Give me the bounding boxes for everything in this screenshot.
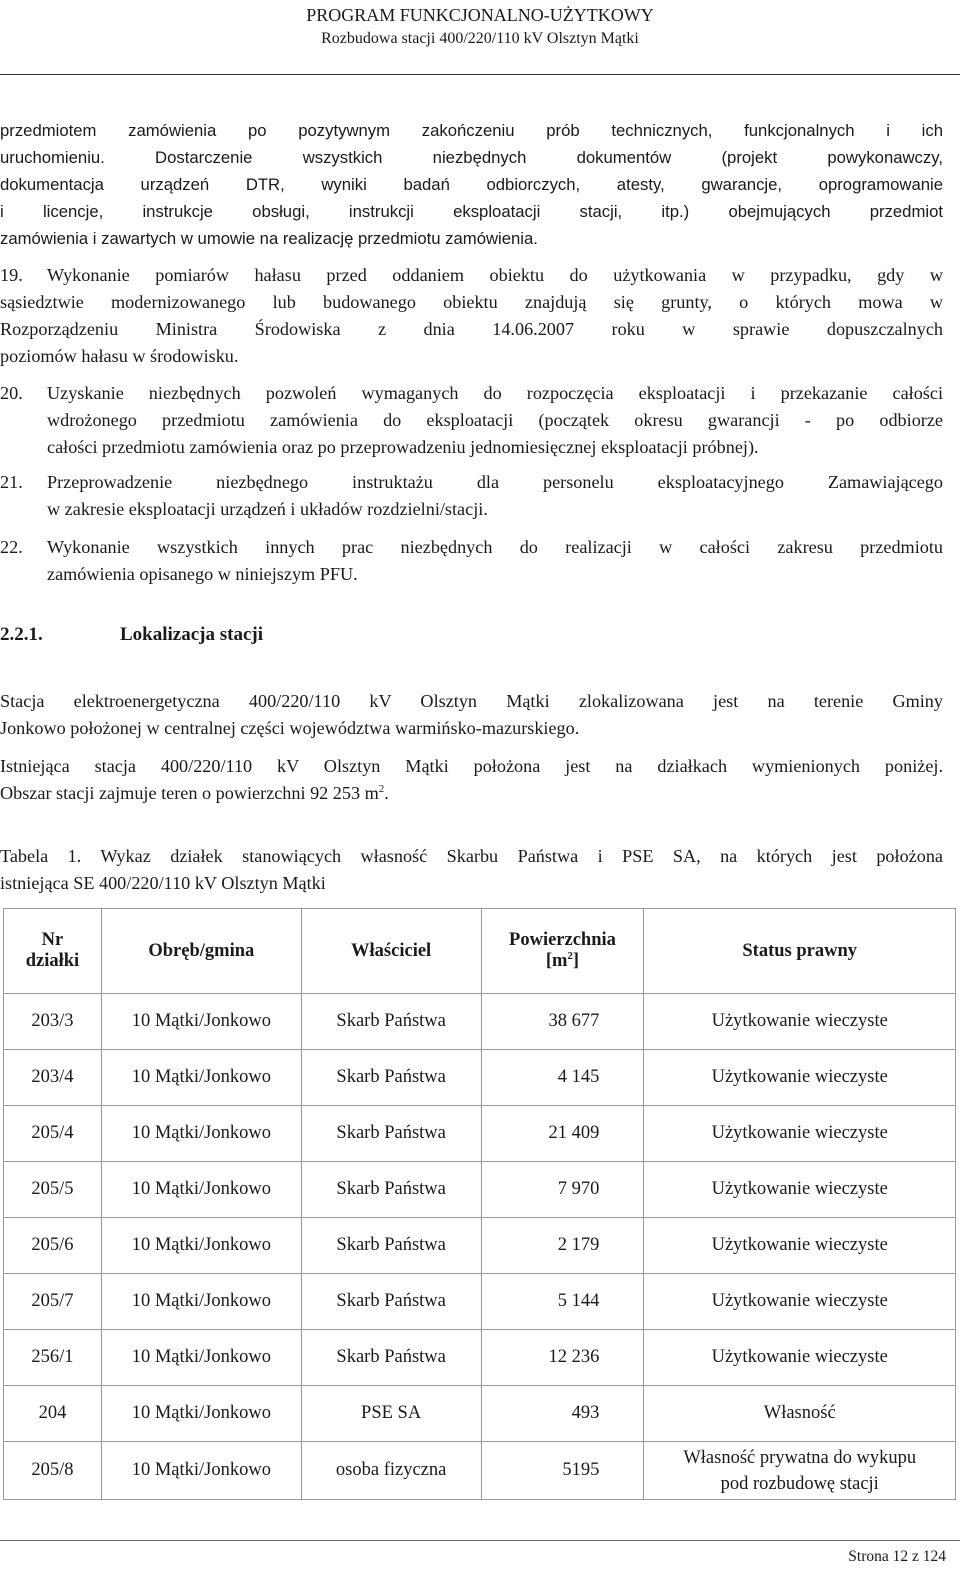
intro-paragraph bbox=[0, 117, 943, 252]
cell-parcel-number: 205/8 bbox=[4, 1442, 102, 1500]
cell-precinct: 10 Mątki/Jonkowo bbox=[101, 1050, 301, 1106]
list-item-line: Uzyskanie niezbędnych pozwoleń wymaganych do rozpoczęcia eksploatacji i przekazanie całości bbox=[47, 383, 943, 403]
section-title: Lokalizacja stacji bbox=[120, 624, 264, 645]
cell-parcel-number: 256/1 bbox=[4, 1330, 102, 1386]
cell-parcel-number: 204 bbox=[4, 1386, 102, 1442]
list-item-line: sąsiedztwie modernizowanego lub budowanego obiektu znajdują się grunty, o których mowa w bbox=[0, 292, 943, 312]
cell-legal-status: Użytkowanie wieczyste bbox=[644, 1162, 956, 1218]
cell-parcel-number: 203/3 bbox=[4, 994, 102, 1050]
cell-legal-status: Użytkowanie wieczyste bbox=[644, 1218, 956, 1274]
cell-parcel-number: 205/4 bbox=[4, 1106, 102, 1162]
header-legal-status: Status prawny bbox=[644, 909, 956, 994]
intro-line: dokumentacja urządzeń DTR, wyniki badań odbiorczych, atesty, gwarancje, oprogramowanie bbox=[0, 175, 943, 194]
cell-legal-status: Użytkowanie wieczyste bbox=[644, 1330, 956, 1386]
paragraph-line: Istniejąca stacja 400/220/110 kV Olsztyn Mątki położona jest na działkach wymienionych poniżej. bbox=[0, 756, 943, 776]
list-item-line: Wykonanie wszystkich innych prac niezbędnych do realizacji w całości zakresu przedmiotu bbox=[47, 537, 943, 557]
list-item-line: wdrożonego przedmiotu zamówienia do eksploatacji (początek okresu gwarancji - po odbiorze bbox=[47, 410, 943, 430]
cell-precinct: 10 Mątki/Jonkowo bbox=[101, 994, 301, 1050]
list-item-line: Rozporządzeniu Ministra Środowiska z dnia 14.06.2007 roku w sprawie dopuszczalnych bbox=[0, 319, 943, 339]
footer-divider bbox=[0, 1540, 960, 1541]
list-item-line: Wykonanie pomiarów hałasu przed oddaniem obiektu do użytkowania w przypadku, gdy w bbox=[47, 265, 943, 285]
cell-precinct: 10 Mątki/Jonkowo bbox=[101, 1162, 301, 1218]
table-row bbox=[4, 1386, 956, 1442]
area-text: Obszar stacji zajmuje teren o powierzchni 92 253 m bbox=[0, 783, 379, 803]
list-item-number: 22. bbox=[0, 537, 23, 557]
table-row bbox=[4, 1050, 956, 1106]
cell-precinct: 10 Mątki/Jonkowo bbox=[101, 1442, 301, 1500]
list-item-20 bbox=[0, 380, 943, 461]
cell-precinct: 10 Mątki/Jonkowo bbox=[101, 1386, 301, 1442]
cell-owner: Skarb Państwa bbox=[301, 1050, 481, 1106]
cell-precinct: 10 Mątki/Jonkowo bbox=[101, 1330, 301, 1386]
cell-area: 7 970 bbox=[481, 1162, 644, 1218]
header-parcel-number bbox=[4, 909, 102, 994]
status-text: Własność prywatna do wykupu bbox=[683, 1447, 917, 1468]
table-row bbox=[4, 1442, 956, 1500]
cell-precinct: 10 Mątki/Jonkowo bbox=[101, 1274, 301, 1330]
caption-line: istniejąca SE 400/220/110 kV Olsztyn Mątki bbox=[0, 873, 326, 893]
cell-owner: Skarb Państwa bbox=[301, 1218, 481, 1274]
document-title: PROGRAM FUNKCJONALNO-UŻYTKOWY bbox=[306, 5, 654, 25]
section-number: 2.2.1. bbox=[0, 624, 43, 645]
intro-line: zamówienia i zawartych w umowie na realizację przedmiotu zamówienia. bbox=[0, 229, 538, 248]
cell-legal-status bbox=[644, 1442, 956, 1500]
header-text: [m bbox=[545, 951, 568, 971]
document-subtitle: Rozbudowa stacji 400/220/110 kV Olsztyn Mątki bbox=[321, 30, 639, 47]
header-unit-exponent: 2 bbox=[567, 949, 573, 962]
cell-area: 5 144 bbox=[481, 1274, 644, 1330]
list-item-19 bbox=[0, 262, 943, 370]
intro-line: uruchomieniu. Dostarczenie wszystkich niezbędnych dokumentów (projekt powykonawczy, bbox=[0, 148, 943, 167]
cell-area: 5195 bbox=[481, 1442, 644, 1500]
header-precinct: Obręb/gmina bbox=[101, 909, 301, 994]
table-row bbox=[4, 1106, 956, 1162]
page-header bbox=[0, 4, 960, 50]
list-item-number: 19. bbox=[0, 265, 23, 285]
intro-line: przedmiotem zamówienia po pozytywnym zakończeniu prób technicznych, funkcjonalnych i ich bbox=[0, 121, 943, 140]
header-text: ] bbox=[572, 951, 580, 971]
list-item-line: zamówienia opisanego w niniejszym PFU. bbox=[47, 564, 358, 584]
cell-area: 493 bbox=[481, 1386, 644, 1442]
list-item-line: poziomów hałasu w środowisku. bbox=[0, 346, 239, 366]
table-row bbox=[4, 1218, 956, 1274]
paragraph-line bbox=[0, 780, 943, 807]
cell-parcel-number: 205/7 bbox=[4, 1274, 102, 1330]
cell-parcel-number: 205/5 bbox=[4, 1162, 102, 1218]
cell-precinct: 10 Mątki/Jonkowo bbox=[101, 1218, 301, 1274]
table-row bbox=[4, 994, 956, 1050]
caption-line: Tabela 1. Wykaz działek stanowiących własność Skarbu Państwa i PSE SA, na których jest położona bbox=[0, 846, 943, 866]
list-item-line: całości przedmiotu zamówienia oraz po przeprowadzeniu jednomiesięcznej eksploatacji próbnej). bbox=[47, 437, 759, 457]
cell-legal-status: Użytkowanie wieczyste bbox=[644, 1106, 956, 1162]
header-area bbox=[481, 909, 644, 994]
cell-owner: Skarb Państwa bbox=[301, 1162, 481, 1218]
table-header-row bbox=[4, 909, 956, 994]
list-item-line: Przeprowadzenie niezbędnego instruktażu dla personelu eksploatacyjnego Zamawiającego bbox=[47, 472, 943, 492]
cell-precinct: 10 Mątki/Jonkowo bbox=[101, 1106, 301, 1162]
table-caption bbox=[0, 843, 943, 897]
cell-owner: Skarb Państwa bbox=[301, 1330, 481, 1386]
table-row bbox=[4, 1330, 956, 1386]
cell-area: 21 409 bbox=[481, 1106, 644, 1162]
header-text: Powierzchnia bbox=[509, 930, 616, 950]
area-text-end: . bbox=[384, 783, 389, 803]
table-row bbox=[4, 1274, 956, 1330]
cell-legal-status: Użytkowanie wieczyste bbox=[644, 994, 956, 1050]
paragraph-line: Jonkowo położonej w centralnej części województwa warmińsko-mazurskiego. bbox=[0, 718, 580, 738]
cell-owner: Skarb Państwa bbox=[301, 994, 481, 1050]
cell-legal-status: Własność bbox=[644, 1386, 956, 1442]
header-text: Nr bbox=[41, 930, 64, 950]
cell-area: 38 677 bbox=[481, 994, 644, 1050]
list-item-number: 21. bbox=[0, 472, 23, 492]
cell-parcel-number: 205/6 bbox=[4, 1218, 102, 1274]
header-divider bbox=[0, 74, 960, 75]
cell-legal-status: Użytkowanie wieczyste bbox=[644, 1050, 956, 1106]
area-paragraph bbox=[0, 753, 943, 807]
cell-owner: Skarb Państwa bbox=[301, 1106, 481, 1162]
list-item-21 bbox=[0, 469, 943, 523]
parcels-table bbox=[3, 908, 956, 1500]
cell-owner: Skarb Państwa bbox=[301, 1274, 481, 1330]
list-item-line: w zakresie eksploatacji urządzeń i układów rozdzielni/stacji. bbox=[47, 499, 488, 519]
list-item-22 bbox=[0, 534, 943, 588]
cell-area: 12 236 bbox=[481, 1330, 644, 1386]
location-paragraph bbox=[0, 688, 943, 742]
cell-owner: PSE SA bbox=[301, 1386, 481, 1442]
list-item-number: 20. bbox=[0, 383, 23, 403]
intro-line: i licencje, instrukcje obsługi, instrukcji eksploatacji stacji, itp.) obejmujących przedmiot bbox=[0, 202, 943, 221]
header-owner: Właściciel bbox=[301, 909, 481, 994]
cell-owner: osoba fizyczna bbox=[301, 1442, 481, 1500]
paragraph-line: Stacja elektroenergetyczna 400/220/110 kV Olsztyn Mątki zlokalizowana jest na terenie Gminy bbox=[0, 691, 943, 711]
cell-area: 4 145 bbox=[481, 1050, 644, 1106]
table-row bbox=[4, 1162, 956, 1218]
cell-parcel-number: 203/4 bbox=[4, 1050, 102, 1106]
header-text: działki bbox=[25, 951, 80, 971]
cell-area: 2 179 bbox=[481, 1218, 644, 1274]
area-unit-exponent: 2 bbox=[378, 782, 385, 795]
status-text: pod rozbudowę stacji bbox=[720, 1473, 879, 1494]
page-number: Strona 12 z 124 bbox=[848, 1548, 946, 1565]
cell-legal-status: Użytkowanie wieczyste bbox=[644, 1274, 956, 1330]
